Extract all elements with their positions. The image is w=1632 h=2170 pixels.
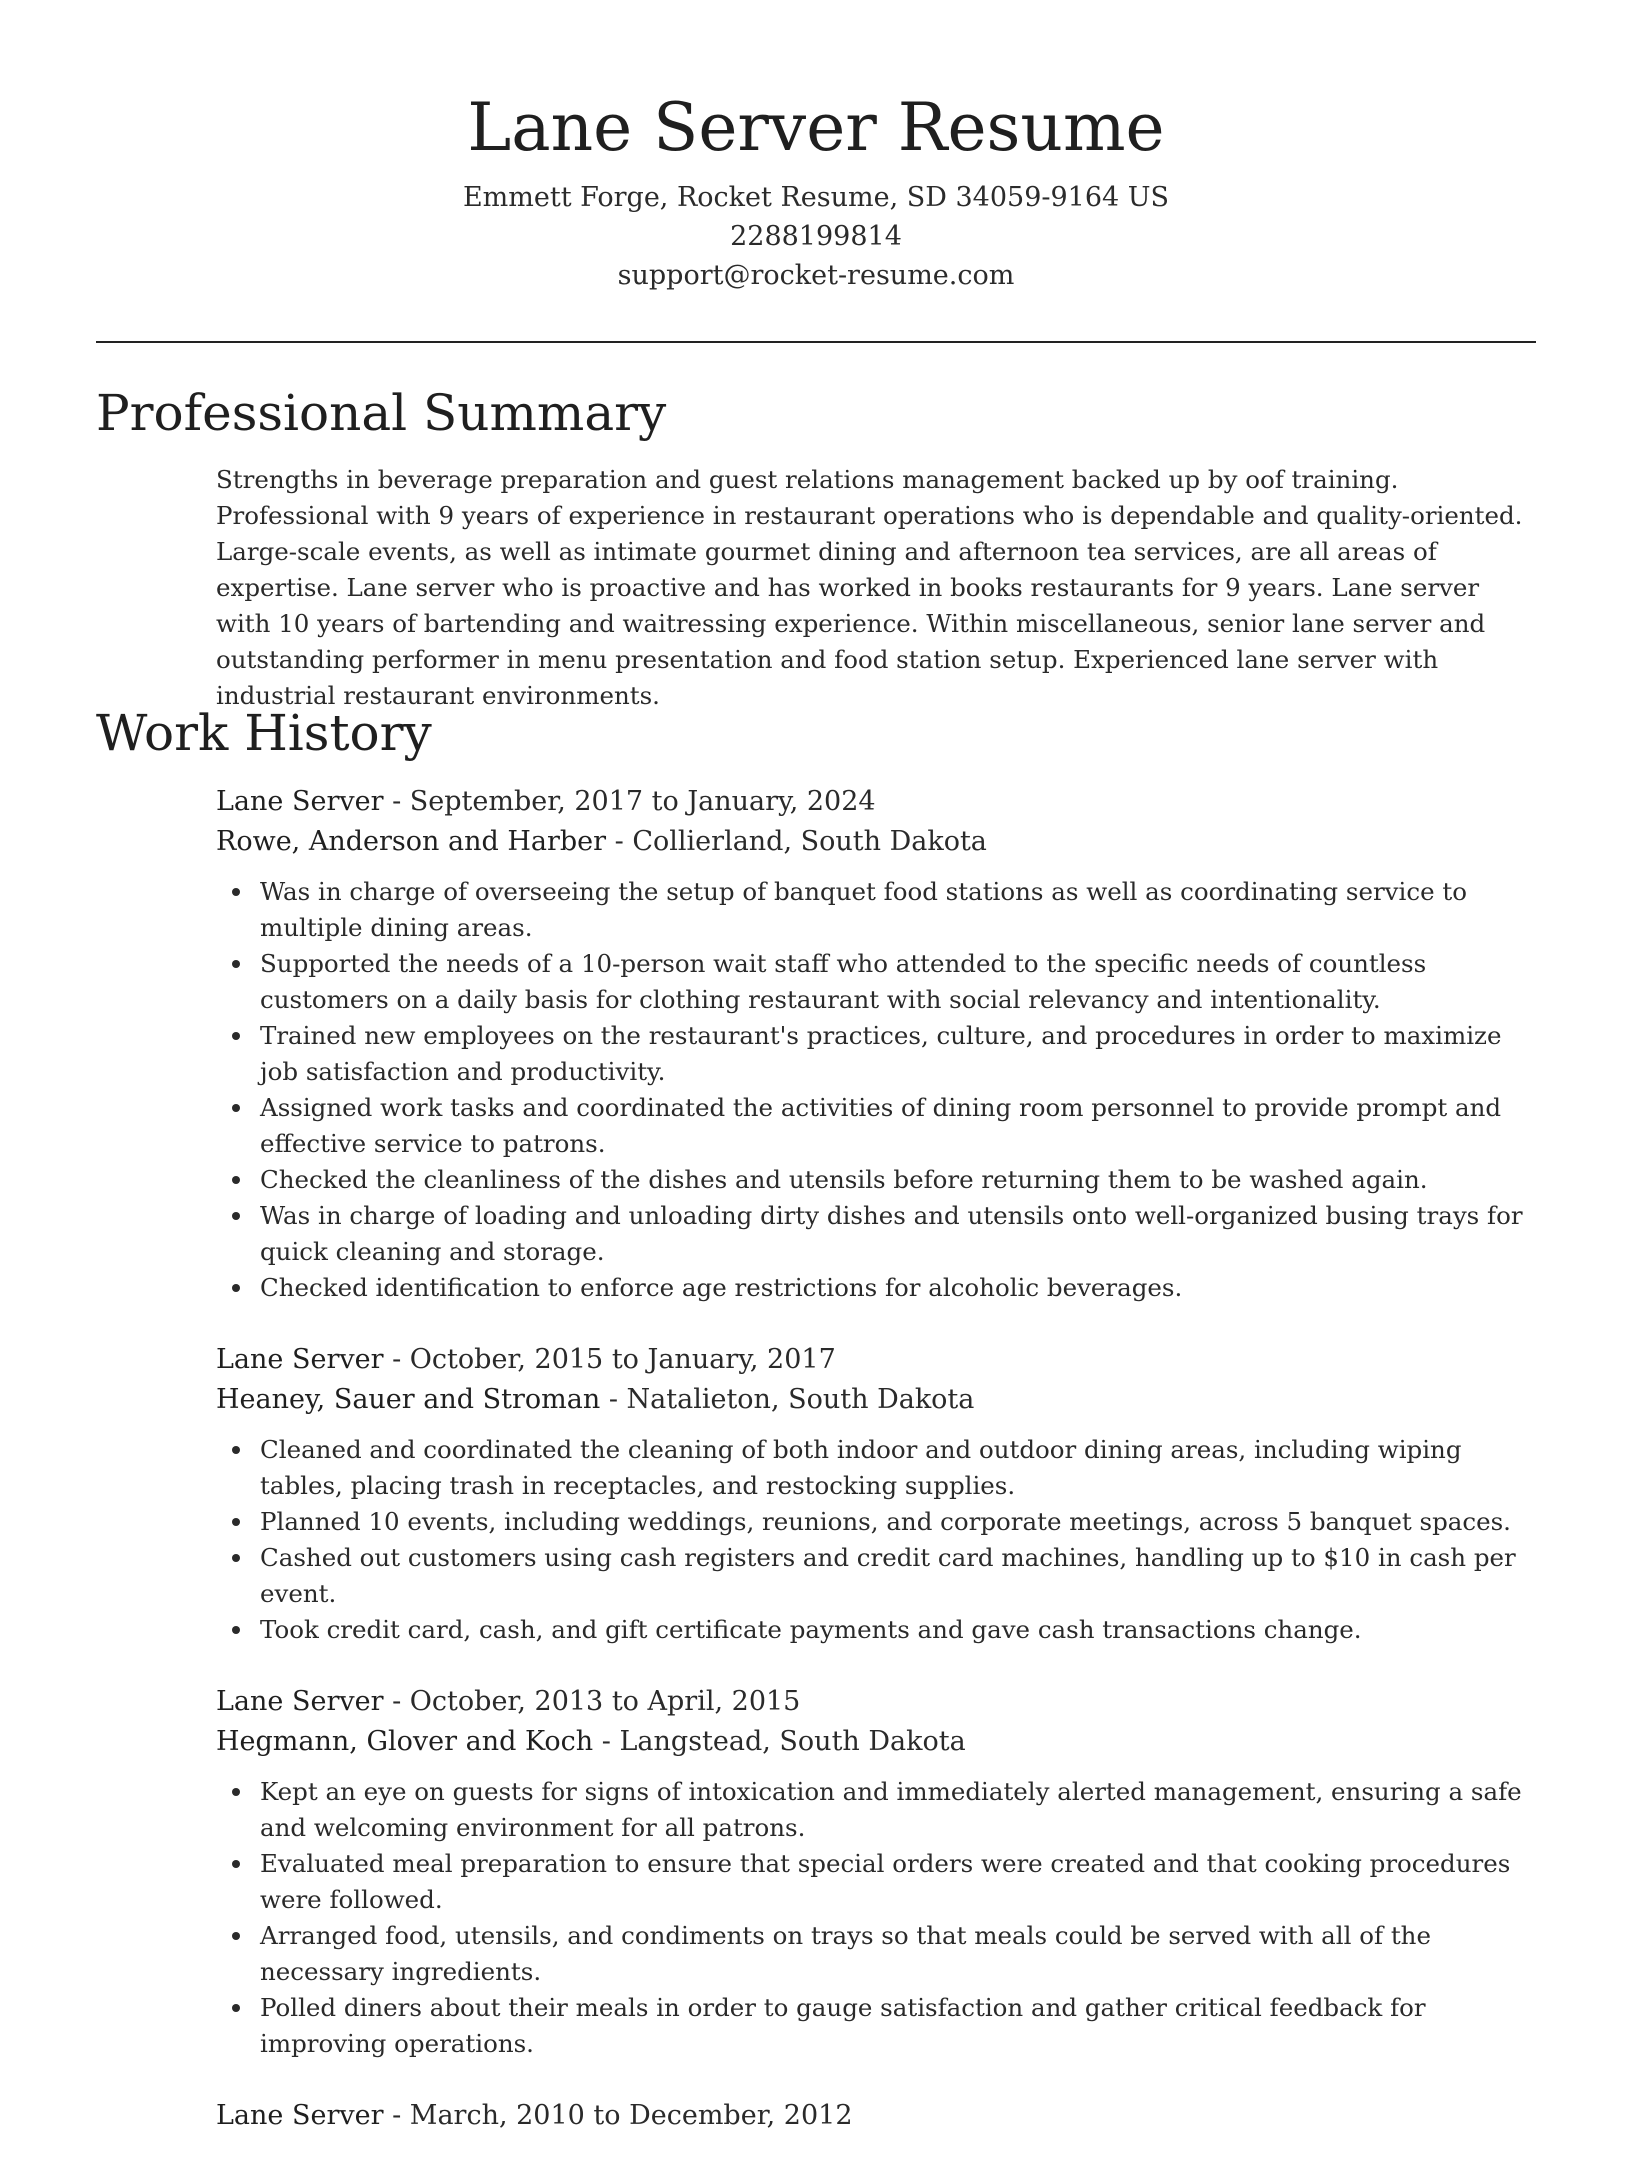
job-role: Lane Server <box>216 2100 384 2131</box>
separator: - <box>383 1344 410 1375</box>
job-role: Lane Server <box>216 1344 384 1375</box>
job-dates: October, 2015 to January, 2017 <box>409 1344 836 1375</box>
separator: - <box>593 1726 620 1757</box>
job-entry <box>216 1682 1536 2062</box>
duty-item: Supported the needs of a 10-person wait staff who attended to the specific needs of countless customers on a daily basis for clothing restaurant with social relevancy and intentionality. <box>260 946 1536 1018</box>
job-title-line <box>216 2096 1536 2136</box>
resume-header <box>0 0 1632 295</box>
duty-item: Assigned work tasks and coordinated the activities of dining room personnel to provide prompt and effective service to patrons. <box>260 1090 1536 1162</box>
header-divider <box>96 341 1536 343</box>
job-duties <box>216 874 1536 1306</box>
job-title-line <box>216 782 1536 822</box>
job-title-line <box>216 1340 1536 1380</box>
job-entry <box>216 1340 1536 1648</box>
job-company: Hegmann, Glover and Koch <box>216 1726 594 1757</box>
duty-item: Polled diners about their meals in order to gauge satisfaction and gather critical feedback for improving operations. <box>260 1990 1536 2062</box>
separator: - <box>606 826 633 857</box>
duty-item: Planned 10 events, including weddings, reunions, and corporate meetings, across 5 banquet spaces. <box>260 1504 1536 1540</box>
contact-phone: 2288199814 <box>730 221 902 252</box>
job-title-line <box>216 1682 1536 1722</box>
resume-title: Lane Server Resume <box>467 89 1165 166</box>
separator: - <box>383 1686 410 1717</box>
duty-item: Trained new employees on the restaurant's practices, culture, and procedures in order to maximize job satisfaction and productivity. <box>260 1018 1536 1090</box>
job-location: Collierland, South Dakota <box>632 826 987 857</box>
job-location: Langstead, South Dakota <box>619 1726 966 1757</box>
duty-item: Was in charge of overseeing the setup of banquet food stations as well as coordinating service to multiple dining areas. <box>260 874 1536 946</box>
job-duties <box>216 1432 1536 1648</box>
job-company: Heaney, Sauer and Stroman <box>216 1384 601 1415</box>
job-company-line <box>216 822 1536 862</box>
job-entry <box>216 2096 1536 2136</box>
duty-item: Kept an eye on guests for signs of intoxication and immediately alerted management, ensuring a safe and welcoming environment for all patrons. <box>260 1774 1536 1846</box>
job-role: Lane Server <box>216 1686 384 1717</box>
summary-text: Strengths in beverage preparation and guest relations management backed up by oof training. Professional with 9 years of experience in restaurant operations who is dependable and quality-oriented. Large-scale events, as well as intimate gourmet dining and afternoon tea services, are all areas of expertise. Lane server who is proactive and has worked in books restaurants for 9 years. Lane server with 10 years of bartending and waitressing experience. Within miscellaneous, senior lane server and outstanding performer in menu presentation and food station setup. Experienced lane server with industrial restaurant environments. <box>216 465 1523 710</box>
job-dates: October, 2013 to April, 2015 <box>409 1686 801 1717</box>
duty-item: Cleaned and coordinated the cleaning of both indoor and outdoor dining areas, including wiping tables, placing trash in receptacles, and restocking supplies. <box>260 1432 1536 1504</box>
separator: - <box>383 2100 410 2131</box>
job-company-line <box>216 1722 1536 1762</box>
job-company: Rowe, Anderson and Harber <box>216 826 607 857</box>
duty-item: Was in charge of loading and unloading dirty dishes and utensils onto well-organized busing trays for quick cleaning and storage. <box>260 1198 1536 1270</box>
duty-item: Checked the cleanliness of the dishes and utensils before returning them to be washed again. <box>260 1162 1536 1198</box>
job-dates: March, 2010 to December, 2012 <box>409 2100 853 2131</box>
job-entry <box>216 782 1536 1306</box>
contact-address: Emmett Forge, Rocket Resume, SD 34059-9164 US <box>462 182 1170 213</box>
contact-block <box>0 178 1632 295</box>
job-location: Natalieton, South Dakota <box>626 1384 975 1415</box>
job-role: Lane Server <box>216 786 384 817</box>
work-history-heading: Work History <box>96 704 432 762</box>
separator: - <box>600 1384 627 1415</box>
work-history-list <box>216 782 1536 2170</box>
duty-item: Cashed out customers using cash registers and credit card machines, handling up to $10 in cash per event. <box>260 1540 1536 1612</box>
job-duties <box>216 1774 1536 2062</box>
separator: - <box>383 786 410 817</box>
contact-email: support@rocket-resume.com <box>617 260 1015 291</box>
duty-item: Evaluated meal preparation to ensure that special orders were created and that cooking procedures were followed. <box>260 1846 1536 1918</box>
job-company-line <box>216 1380 1536 1420</box>
duty-item: Arranged food, utensils, and condiments on trays so that meals could be served with all of the necessary ingredients. <box>260 1918 1536 1990</box>
duty-item: Took credit card, cash, and gift certificate payments and gave cash transactions change. <box>260 1612 1536 1648</box>
duty-item: Checked identification to enforce age restrictions for alcoholic beverages. <box>260 1270 1536 1306</box>
summary-heading: Professional Summary <box>96 384 667 442</box>
job-dates: September, 2017 to January, 2024 <box>409 786 876 817</box>
